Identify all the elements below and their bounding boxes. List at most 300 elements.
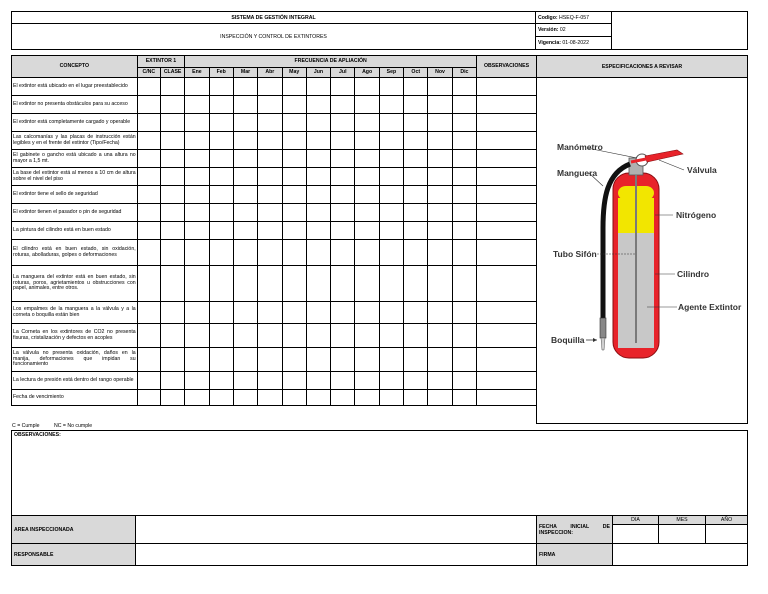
month-input-cell[interactable] [452,186,476,204]
vigencia-value: 01-08-2022 [562,40,589,46]
month-input-cell[interactable] [404,324,428,348]
responsable-input[interactable] [135,543,537,566]
month-input-cell[interactable] [306,114,330,132]
month-input-cell[interactable] [185,132,209,150]
month-input-cell[interactable] [258,96,282,114]
month-input-cell[interactable] [452,372,476,390]
month-input-cell[interactable] [258,150,282,168]
month-input-cell[interactable] [258,372,282,390]
concept-cell: El cilindro está en buen estado, sin oxidación, roturas, abolladuras, golpes o deformaciones [12,240,138,266]
area-input[interactable] [135,515,537,544]
month-input-cell[interactable] [306,96,330,114]
observaciones-label: OBSERVACIONES: [14,432,61,438]
month-header: Jul [331,68,355,78]
extintor-input-cell[interactable] [137,348,160,372]
month-input-cell[interactable] [306,390,330,406]
month-input-cell[interactable] [282,168,306,186]
extintor-input-cell[interactable] [160,204,184,222]
month-input-cell[interactable] [404,348,428,372]
month-input-cell[interactable] [331,348,355,372]
month-input-cell[interactable] [258,240,282,266]
month-input-cell[interactable] [355,204,379,222]
firma-label: FIRMA [539,551,556,558]
month-input-cell[interactable] [233,150,257,168]
extintor-input-cell[interactable] [160,114,184,132]
extintor-input-cell[interactable] [160,132,184,150]
month-input-cell[interactable] [428,78,452,96]
month-input-cell[interactable] [233,96,257,114]
month-input-cell[interactable] [355,240,379,266]
extintor-input-cell[interactable] [137,372,160,390]
month-input-cell[interactable] [258,348,282,372]
month-input-cell[interactable] [306,168,330,186]
month-input-cell[interactable] [185,266,209,302]
month-input-cell[interactable] [404,240,428,266]
table-row [12,372,537,390]
month-input-cell[interactable] [428,204,452,222]
observaciones-header: OBSERVACIONES [477,56,537,78]
table-row [12,78,537,96]
month-input-cell[interactable] [428,348,452,372]
month-input-cell[interactable] [428,266,452,302]
month-input-cell[interactable] [306,78,330,96]
month-input-cell[interactable] [452,302,476,324]
month-input-cell[interactable] [233,186,257,204]
month-input-cell[interactable] [428,150,452,168]
month-input-cell[interactable] [282,266,306,302]
month-input-cell[interactable] [209,78,233,96]
month-input-cell[interactable] [355,348,379,372]
month-header: Jun [306,68,330,78]
fecha-label: FECHA INICIAL DE INSPECCION: [539,523,610,536]
mes-label: MES [676,517,688,523]
month-input-cell[interactable] [331,168,355,186]
month-input-cell[interactable] [258,168,282,186]
month-input-cell[interactable] [428,96,452,114]
month-input-cell[interactable] [282,372,306,390]
month-input-cell[interactable] [355,96,379,114]
observacion-input-cell[interactable] [477,240,537,266]
anio-input[interactable] [705,524,748,544]
table-row [12,114,537,132]
month-header: Dic [452,68,476,78]
extintor-input-cell[interactable] [137,302,160,324]
month-input-cell[interactable] [233,114,257,132]
month-input-cell[interactable] [452,348,476,372]
observacion-input-cell[interactable] [477,168,537,186]
month-input-cell[interactable] [379,132,403,150]
subcol-header: C/NC [137,68,160,78]
month-input-cell[interactable] [185,204,209,222]
observacion-input-cell[interactable] [477,372,537,390]
month-input-cell[interactable] [185,96,209,114]
month-input-cell[interactable] [185,240,209,266]
month-input-cell[interactable] [209,96,233,114]
dia-input[interactable] [612,524,659,544]
extintor-input-cell[interactable] [160,348,184,372]
month-input-cell[interactable] [233,78,257,96]
month-input-cell[interactable] [428,168,452,186]
label-valvula: Válvula [687,165,717,175]
month-input-cell[interactable] [185,390,209,406]
month-input-cell[interactable] [331,390,355,406]
version-cell [535,23,612,37]
month-input-cell[interactable] [233,302,257,324]
month-input-cell[interactable] [233,348,257,372]
month-input-cell[interactable] [379,372,403,390]
month-header: Ene [185,68,209,78]
month-input-cell[interactable] [379,186,403,204]
month-input-cell[interactable] [355,150,379,168]
label-boquilla: Boquilla [551,335,585,345]
month-input-cell[interactable] [331,114,355,132]
label-manometro: Manómetro [557,142,603,152]
extintor-input-cell[interactable] [137,204,160,222]
extintor-input-cell[interactable] [137,390,160,406]
month-input-cell[interactable] [209,168,233,186]
month-input-cell[interactable] [209,114,233,132]
extintor-input-cell[interactable] [160,372,184,390]
month-input-cell[interactable] [428,390,452,406]
month-input-cell[interactable] [209,240,233,266]
month-input-cell[interactable] [355,168,379,186]
month-input-cell[interactable] [185,114,209,132]
month-input-cell[interactable] [282,302,306,324]
extintor-input-cell[interactable] [137,324,160,348]
month-input-cell[interactable] [209,222,233,240]
month-input-cell[interactable] [185,324,209,348]
extintor-input-cell[interactable] [160,222,184,240]
month-input-cell[interactable] [355,132,379,150]
month-input-cell[interactable] [209,348,233,372]
extintor-input-cell[interactable] [137,240,160,266]
month-input-cell[interactable] [404,390,428,406]
table-row [12,390,537,406]
month-input-cell[interactable] [258,222,282,240]
month-input-cell[interactable] [379,324,403,348]
month-input-cell[interactable] [331,302,355,324]
month-input-cell[interactable] [258,390,282,406]
month-input-cell[interactable] [452,204,476,222]
month-input-cell[interactable] [258,302,282,324]
concept-cell: El extintor tiene el sello de seguridad [12,186,138,204]
area-label: AREA INSPECCIONADA [14,526,74,533]
month-input-cell[interactable] [306,324,330,348]
month-input-cell[interactable] [331,150,355,168]
month-input-cell[interactable] [355,302,379,324]
month-header: Ago [355,68,379,78]
concept-cell: La pintura del cilindro está en buen estado [12,222,138,240]
month-input-cell[interactable] [355,222,379,240]
month-input-cell[interactable] [379,222,403,240]
month-input-cell[interactable] [452,240,476,266]
month-input-cell[interactable] [306,204,330,222]
month-input-cell[interactable] [306,222,330,240]
month-input-cell[interactable] [233,222,257,240]
extintor-input-cell[interactable] [137,150,160,168]
month-input-cell[interactable] [428,186,452,204]
month-input-cell[interactable] [404,132,428,150]
extintor-input-cell[interactable] [137,168,160,186]
month-input-cell[interactable] [428,222,452,240]
observacion-input-cell[interactable] [477,186,537,204]
month-input-cell[interactable] [258,324,282,348]
month-input-cell[interactable] [452,114,476,132]
firma-label-cell [536,543,613,566]
month-input-cell[interactable] [258,186,282,204]
observacion-input-cell[interactable] [477,150,537,168]
month-header: Feb [209,68,233,78]
month-input-cell[interactable] [404,222,428,240]
table-row [12,302,537,324]
dia-label: DIA [631,517,640,523]
month-input-cell[interactable] [452,132,476,150]
month-input-cell[interactable] [331,186,355,204]
observacion-input-cell[interactable] [477,390,537,406]
mes-input[interactable] [658,524,706,544]
month-input-cell[interactable] [233,204,257,222]
table-row [12,186,537,204]
month-input-cell[interactable] [185,372,209,390]
month-input-cell[interactable] [209,266,233,302]
month-input-cell[interactable] [379,204,403,222]
month-input-cell[interactable] [331,240,355,266]
month-input-cell[interactable] [282,150,306,168]
month-input-cell[interactable] [355,186,379,204]
observacion-input-cell[interactable] [477,302,537,324]
extintor-input-cell[interactable] [160,266,184,302]
month-input-cell[interactable] [306,302,330,324]
month-input-cell[interactable] [306,186,330,204]
month-input-cell[interactable] [209,132,233,150]
extintor-input-cell[interactable] [160,78,184,96]
observaciones-box [11,430,748,516]
month-input-cell[interactable] [282,78,306,96]
extintor-input-cell[interactable] [137,186,160,204]
extintor-input-cell[interactable] [160,168,184,186]
month-input-cell[interactable] [428,114,452,132]
extintor-input-cell[interactable] [160,390,184,406]
month-input-cell[interactable] [404,372,428,390]
month-input-cell[interactable] [404,266,428,302]
month-input-cell[interactable] [209,302,233,324]
month-input-cell[interactable] [404,114,428,132]
month-input-cell[interactable] [233,266,257,302]
extintor-input-cell[interactable] [137,96,160,114]
month-header: Oct [404,68,428,78]
month-input-cell[interactable] [233,372,257,390]
month-input-cell[interactable] [331,96,355,114]
month-input-cell[interactable] [404,302,428,324]
month-input-cell[interactable] [355,114,379,132]
month-input-cell[interactable] [428,302,452,324]
month-input-cell[interactable] [379,348,403,372]
month-input-cell[interactable] [452,150,476,168]
month-input-cell[interactable] [282,390,306,406]
month-header: Nov [428,68,452,78]
month-input-cell[interactable] [185,222,209,240]
month-input-cell[interactable] [355,266,379,302]
month-input-cell[interactable] [379,78,403,96]
month-input-cell[interactable] [258,204,282,222]
extintor-input-cell[interactable] [137,114,160,132]
subcol-header: CLASE [160,68,184,78]
month-input-cell[interactable] [282,96,306,114]
month-input-cell[interactable] [331,132,355,150]
area-label-cell [11,515,136,544]
month-input-cell[interactable] [355,324,379,348]
month-input-cell[interactable] [185,302,209,324]
version-value: 02 [559,27,566,33]
month-input-cell[interactable] [355,372,379,390]
observacion-input-cell[interactable] [477,78,537,96]
month-input-cell[interactable] [404,168,428,186]
observacion-input-cell[interactable] [477,132,537,150]
extintor-input-cell[interactable] [160,240,184,266]
header-row-1 [12,56,537,68]
month-input-cell[interactable] [185,78,209,96]
observacion-input-cell[interactable] [477,114,537,132]
month-input-cell[interactable] [306,348,330,372]
fecha-label-cell [536,515,613,544]
month-input-cell[interactable] [331,222,355,240]
table-row [12,168,537,186]
month-input-cell[interactable] [258,114,282,132]
diagram-cell [536,77,748,424]
month-input-cell[interactable] [452,168,476,186]
month-input-cell[interactable] [185,150,209,168]
month-input-cell[interactable] [306,372,330,390]
month-input-cell[interactable] [209,150,233,168]
month-input-cell[interactable] [282,222,306,240]
observacion-input-cell[interactable] [477,324,537,348]
extintor-input-cell[interactable] [137,132,160,150]
month-input-cell[interactable] [452,266,476,302]
month-input-cell[interactable] [306,150,330,168]
month-input-cell[interactable] [379,266,403,302]
extintor-input-cell[interactable] [160,150,184,168]
month-input-cell[interactable] [379,96,403,114]
month-input-cell[interactable] [355,78,379,96]
month-input-cell[interactable] [209,324,233,348]
month-input-cell[interactable] [185,168,209,186]
observacion-input-cell[interactable] [477,204,537,222]
month-header: May [282,68,306,78]
month-input-cell[interactable] [209,204,233,222]
month-input-cell[interactable] [258,78,282,96]
extintor-input-cell[interactable] [160,96,184,114]
month-input-cell[interactable] [233,240,257,266]
month-input-cell[interactable] [452,390,476,406]
extintor-input-cell[interactable] [160,324,184,348]
extinguisher-diagram [537,78,747,423]
month-input-cell[interactable] [306,132,330,150]
extintor-input-cell[interactable] [160,186,184,204]
month-input-cell[interactable] [428,372,452,390]
month-input-cell[interactable] [379,390,403,406]
vigencia-label: Vigencia: [538,40,561,46]
month-input-cell[interactable] [404,150,428,168]
month-input-cell[interactable] [428,324,452,348]
month-input-cell[interactable] [282,186,306,204]
code-label: Codigo: [538,14,558,21]
version-label: Versión: [538,27,559,33]
month-input-cell[interactable] [282,348,306,372]
month-input-cell[interactable] [379,168,403,186]
observacion-input-cell[interactable] [477,96,537,114]
month-input-cell[interactable] [331,78,355,96]
month-input-cell[interactable] [379,114,403,132]
observacion-input-cell[interactable] [477,348,537,372]
month-input-cell[interactable] [209,186,233,204]
table-row [12,324,537,348]
month-input-cell[interactable] [404,204,428,222]
extintor-input-cell[interactable] [160,302,184,324]
concept-cell: Las calcomanías y las placas de instrucción están legibles y en el frente del extintor (Tipo/Fecha) [12,132,138,150]
month-input-cell[interactable] [306,266,330,302]
month-input-cell[interactable] [282,114,306,132]
month-input-cell[interactable] [379,150,403,168]
observacion-input-cell[interactable] [477,222,537,240]
extintor-input-cell[interactable] [137,222,160,240]
month-input-cell[interactable] [209,372,233,390]
month-input-cell[interactable] [331,204,355,222]
month-input-cell[interactable] [452,78,476,96]
month-input-cell[interactable] [404,186,428,204]
month-input-cell[interactable] [331,372,355,390]
extintor-input-cell[interactable] [137,266,160,302]
table-row [12,96,537,114]
month-input-cell[interactable] [379,302,403,324]
month-input-cell[interactable] [452,324,476,348]
label-agente: Agente Extintor [678,302,742,312]
concept-cell: El gabinete o gancho está ubicado a una altura no mayor a 1,5 mt. [12,150,138,168]
concept-cell: El extintor tienen el pasador o pin de seguridad [12,204,138,222]
month-input-cell[interactable] [282,324,306,348]
observacion-input-cell[interactable] [477,266,537,302]
month-input-cell[interactable] [404,78,428,96]
month-input-cell[interactable] [428,132,452,150]
firma-input[interactable] [612,543,748,566]
month-input-cell[interactable] [355,390,379,406]
month-input-cell[interactable] [282,132,306,150]
month-input-cell[interactable] [306,240,330,266]
month-input-cell[interactable] [282,204,306,222]
month-input-cell[interactable] [428,240,452,266]
month-input-cell[interactable] [185,186,209,204]
concept-cell: La lectura de presión está dentro del rango operable [12,372,138,390]
month-input-cell[interactable] [331,266,355,302]
month-input-cell[interactable] [452,222,476,240]
month-input-cell[interactable] [452,96,476,114]
month-input-cell[interactable] [233,132,257,150]
month-input-cell[interactable] [379,240,403,266]
extintor-input-cell[interactable] [137,78,160,96]
header-subtitle-cell [11,23,536,50]
concept-cell: La válvula no presenta oxidación, daños en la manija, deformaciones que impidan su funcionamiento [12,348,138,372]
month-input-cell[interactable] [258,266,282,302]
month-input-cell[interactable] [258,132,282,150]
month-input-cell[interactable] [233,168,257,186]
month-input-cell[interactable] [331,324,355,348]
month-input-cell[interactable] [209,390,233,406]
label-tubo-sifon: Tubo Sifón [553,249,597,259]
month-input-cell[interactable] [185,348,209,372]
month-input-cell[interactable] [282,240,306,266]
month-input-cell[interactable] [404,96,428,114]
month-input-cell[interactable] [233,324,257,348]
month-input-cell[interactable] [233,390,257,406]
